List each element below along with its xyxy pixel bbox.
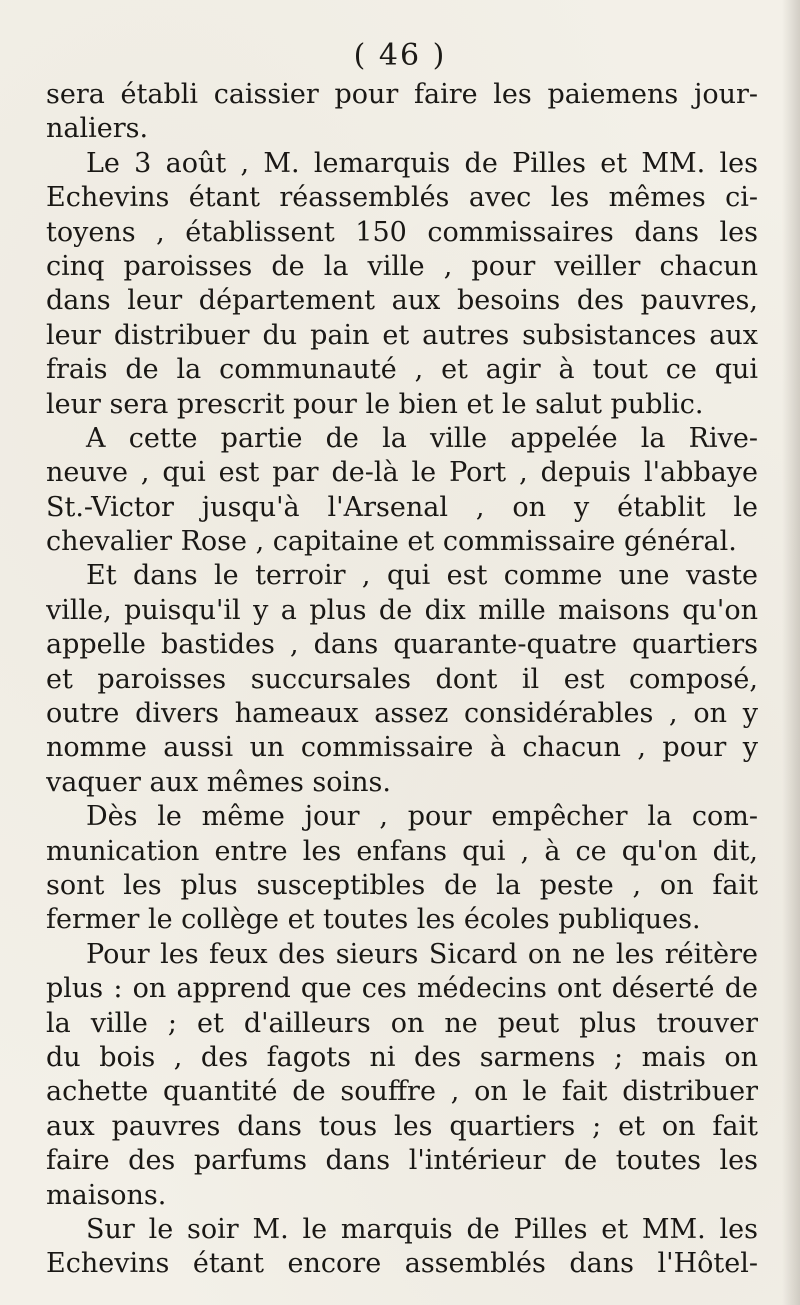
text-line: munication entre les enfans qui , à ce qu'on dit,	[46, 835, 758, 867]
text-line: Sur le soir M. le marquis de Pilles et MM. les	[86, 1213, 758, 1245]
text-line: nomme aussi un commissaire à chacun , pour y	[46, 732, 758, 764]
text-line: la ville ; et d'ailleurs on ne peut plus trouver	[46, 1007, 758, 1039]
text-line: chevalier Rose , capitaine et commissaire général.	[46, 526, 737, 558]
text-line: maisons.	[46, 1179, 167, 1211]
text-line: toyens , établissent 150 commissaires dans les	[46, 216, 758, 248]
text-line: leur distribuer du pain et autres subsistances aux	[46, 319, 758, 351]
text-line: Et dans le terroir , qui est comme une vaste	[86, 560, 758, 592]
text-line: sera établi caissier pour faire les paiemens jour-	[46, 79, 758, 110]
text-line: Dès le même jour , pour empêcher la com-	[86, 801, 758, 833]
text-line: A cette partie de la ville appelée la Rive-	[86, 422, 758, 454]
text-line: et paroisses succursales dont il est composé,	[46, 663, 758, 695]
text-line: cinq paroisses de la ville , pour veiller chacun	[46, 250, 758, 282]
text-line: aux pauvres dans tous les quartiers ; et on fait	[46, 1110, 758, 1142]
text-line: vaquer aux mêmes soins.	[46, 766, 391, 798]
text-line: naliers.	[46, 113, 149, 145]
text-line: sont les plus susceptibles de la peste , on fait	[46, 869, 758, 901]
text-line: dans leur département aux besoins des pauvres,	[46, 285, 758, 317]
text-line: faire des parfums dans l'intérieur de toutes les	[46, 1145, 758, 1177]
text-line: Pour les feux des sieurs Sicard on ne les réitère	[86, 938, 758, 970]
text-line: St.-Victor jusqu'à l'Arsenal , on y établit le	[46, 491, 758, 523]
text-line: leur sera prescrit pour le bien et le salut public.	[46, 388, 704, 420]
text-line: Le 3 août , M. lemarquis de Pilles et MM. les	[86, 147, 758, 179]
text-line: neuve , qui est par de-là le Port , depuis l'abbaye	[46, 457, 758, 489]
page-edge-shadow	[782, 0, 800, 1305]
page-number: ( 46 )	[353, 38, 447, 73]
text-line: Echevins étant réassemblés avec les mêmes ci-	[46, 182, 758, 214]
text-line: outre divers hameaux assez considérables , on y	[46, 698, 758, 730]
text-line: fermer le collège et toutes les écoles publiques.	[46, 904, 701, 936]
text-line: plus : on apprend que ces médecins ont déserté de	[46, 973, 758, 1005]
text-line: achette quantité de souffre , on le fait distribuer	[46, 1076, 758, 1108]
text-line: du bois , des fagots ni des sarmens ; mais on	[46, 1041, 758, 1073]
text-line: appelle bastides , dans quarante-quatre quartiers	[46, 629, 758, 661]
text-line: Echevins étant encore assemblés dans l'Hôtel-	[46, 1248, 758, 1280]
body-text	[46, 78, 758, 1282]
text-line: frais de la communauté , et agir à tout ce qui	[46, 354, 758, 386]
text-line: ville, puisqu'il y a plus de dix mille maisons qu'on	[46, 594, 758, 626]
